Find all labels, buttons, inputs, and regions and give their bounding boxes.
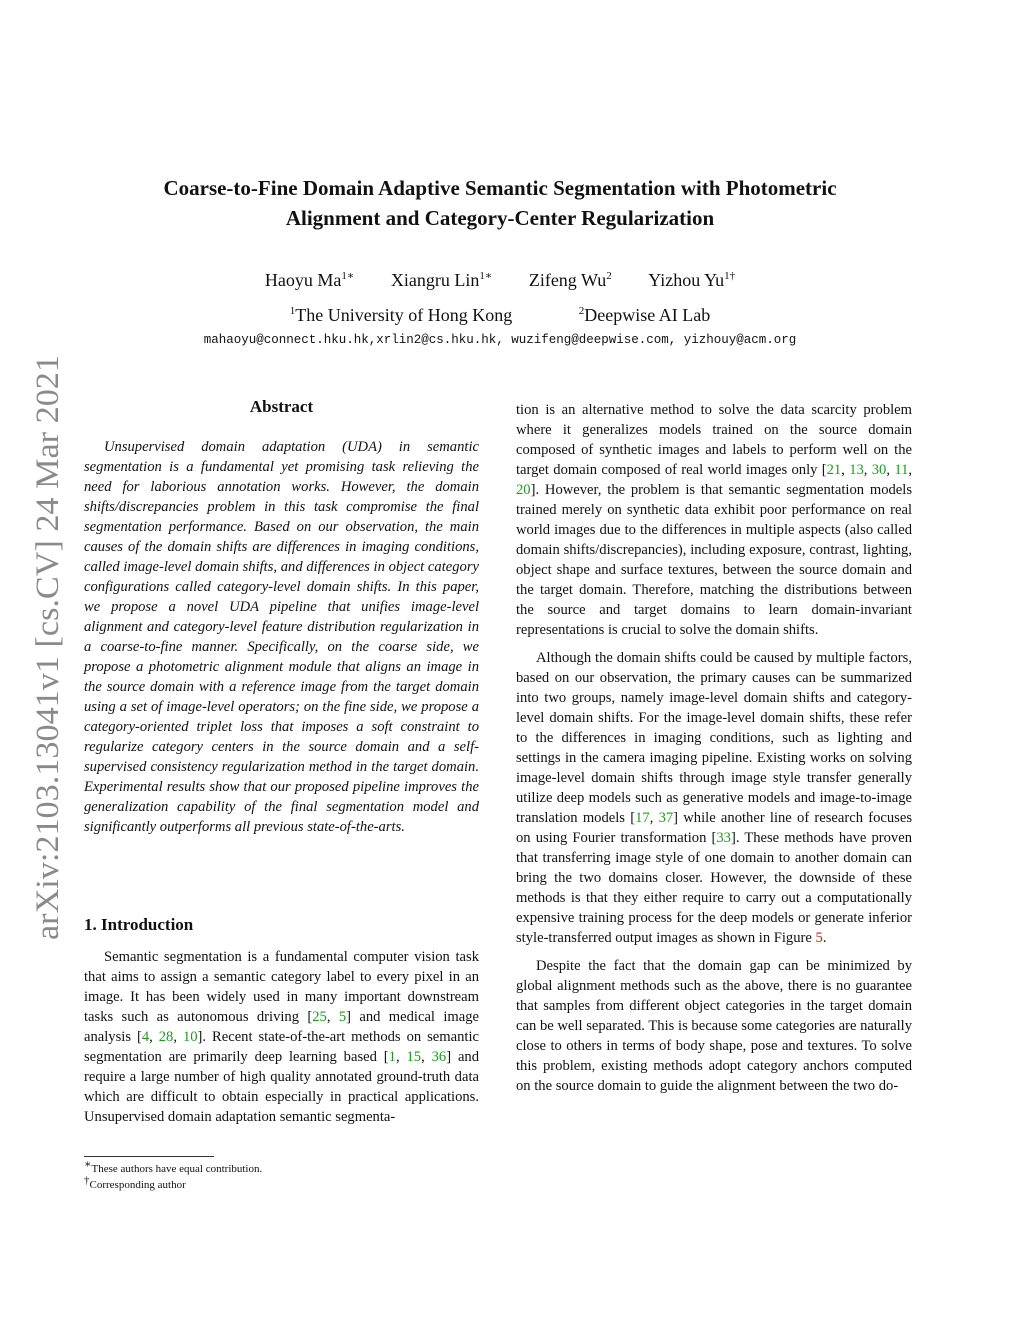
paper-title [0,173,1000,233]
arxiv-id-text: arXiv:2103.13041v1 [cs.CV] 24 Mar 2021 [30,375,66,940]
citation-link[interactable]: 21 [826,462,842,478]
author: Yizhou $Yu^{1\dagger}$ [648,270,736,290]
affiliation: $^1$The University of Hong Kong [289,305,513,325]
citation-link[interactable]: 15 [406,1049,422,1065]
title-line-2: Alignment and Category-Center Regularization [285,206,715,230]
citation-link[interactable]: 4 [141,1029,150,1045]
intro-paragraph: Semantic segmentation is a fundamental computer vision task that aims to assign a semantic category label to every pixel in an image. It has been widely used in many important downstream tasks such as autonomous driving [25, 5] and medical image analysis [4, 28, 10]. Recent state-of-the-art methods on semantic segmentation are primarily deep learning based [1, 15, 36] and require a large number of high quality annotated ground-truth data which are difficult to obtain especially in practical applications. Unsupervised domain adaptation semantic segmenta- [84,949,480,1125]
citation-link[interactable]: 28 [158,1029,174,1045]
citation-link[interactable]: 37 [658,810,674,826]
citation-link[interactable]: 36 [431,1049,447,1065]
body-paragraph: Despite the fact that the domain gap can be minimized by global alignment methods such as the above, there is no guarantee that samples from different object categories in the target domain can be well separated. This is because some categories are naturally close to others in terms of body shape, pose and textures. To solve this problem, existing methods adopt category anchors computed on the source domain to guide the alignment between the two do- [516,958,912,1094]
citation-link[interactable]: 25 [312,1009,327,1025]
citation-link[interactable]: 1 [388,1049,396,1065]
author-list [0,270,1000,291]
citation-link[interactable]: 13 [849,462,864,478]
author: Zifeng Wu$^2$ [528,270,612,290]
abstract-heading: Abstract [249,397,314,416]
footnote-divider [84,1156,214,1157]
citation-link[interactable]: 5 [338,1009,347,1025]
citation-link[interactable]: 17 [635,810,650,826]
author: Xiangru Lin$^{1∗}$ [390,270,493,290]
citation-link[interactable]: 33 [716,830,731,846]
introduction-section [84,915,479,1127]
footnotes [84,1158,263,1193]
title-line-1: Coarse-to-Fine Domain Adaptive Semantic Segmentation with Photometric [163,176,837,200]
abstract-body: Unsupervised domain adaptation (UDA) in semantic segmentation is a fundamental yet promising task relieving the need for laborious annotation works. However, the domain shifts/discrepancies problem in this task compromise the final segmentation performance. Based on our observation, the main causes of the domain shifts are differences in imaging conditions, called image-level domain shifts, and differences in object category configurations called category-level domain shifts. In this paper, we propose a novel UDA pipeline that unifies image-level alignment and category-level feature distribution regularization in a coarse-to-fine manner. Specifically, on the coarse side, we propose a photometric alignment module that aligns an image in the source domain with a reference image from the target domain using a set of image-level operators; on the fine side, we propose a category-oriented triplet loss that imposes a soft constraint to regularize category centers in the source domain and a self-supervised consistency regularization method in the target domain. Experimental results show that our proposed pipeline improves the generalization capability of the final segmentation model and significantly outperforms all previous state-of-the-arts. [84,439,479,835]
author: Haoyu $Ma^{1∗}$ [264,270,355,290]
affiliations [0,305,1000,326]
citation-link[interactable]: 11 [894,462,909,478]
body-paragraph: tion is an alternative method to solve the data scarcity problem where it generalizes models trained on the source domain composed of synthetic images and labels to perform well on the target domain composed of real world images only [21, 13, 30, 11, 20]. However, the problem is that semantic segmentation models trained merely on synthetic data exhibit poor performance on real world images due to the differences in multiple aspects (also called domain shifts/discrepancies), including exposure, contrast, lighting, object shape and surface textures, between the source domain and the target domain. Therefore, matching the distributions between the source and target domains to learn domain-invariant representations is crucial to solve the domain shifts. [516,402,913,638]
citation-link[interactable]: 10 [182,1029,198,1045]
figure-reference-link[interactable]: 5 [815,930,823,946]
body-paragraph: Although the domain shifts could be caused by multiple factors, based on our observation, the primary causes can be summarized into two groups, namely image-level domain shifts and category-level domain shifts. For the image-level domain shifts, these refer to the differences in imaging conditions, such as lighting and settings in the camera imaging pipeline. Existing works on solving image-level domain shifts through image style transfer generally utilize deep models such as generative models and image-to-image translation models [17, 37] while another line of research focuses on using Fourier transformation [33]. These methods have proven that transferring image style of one domain to another domain can bring the two domains closer. However, the downside of these methods is that they either require to carry out a computationally expensive training process for the deep models or generate inferior style-transferred output images as shown in Figure 5. [516,650,913,946]
footnote: †Corresponding author [84,1174,186,1191]
citation-link[interactable]: 20 [516,482,531,498]
footnote: ∗These authors have equal contribution. [84,1158,263,1175]
right-column [516,400,912,1096]
abstract-section [84,397,479,837]
citation-link[interactable]: 30 [871,462,887,478]
introduction-heading: 1. Introduction [84,915,194,934]
affiliation: $^2$Deepwise AI Lab [578,305,711,325]
author-emails: mahaoyu@connect.hku.hk,xrlin2@cs.hku.hk, wuzifeng@deepwise.com, yizhouy@acm.org [203,333,797,347]
